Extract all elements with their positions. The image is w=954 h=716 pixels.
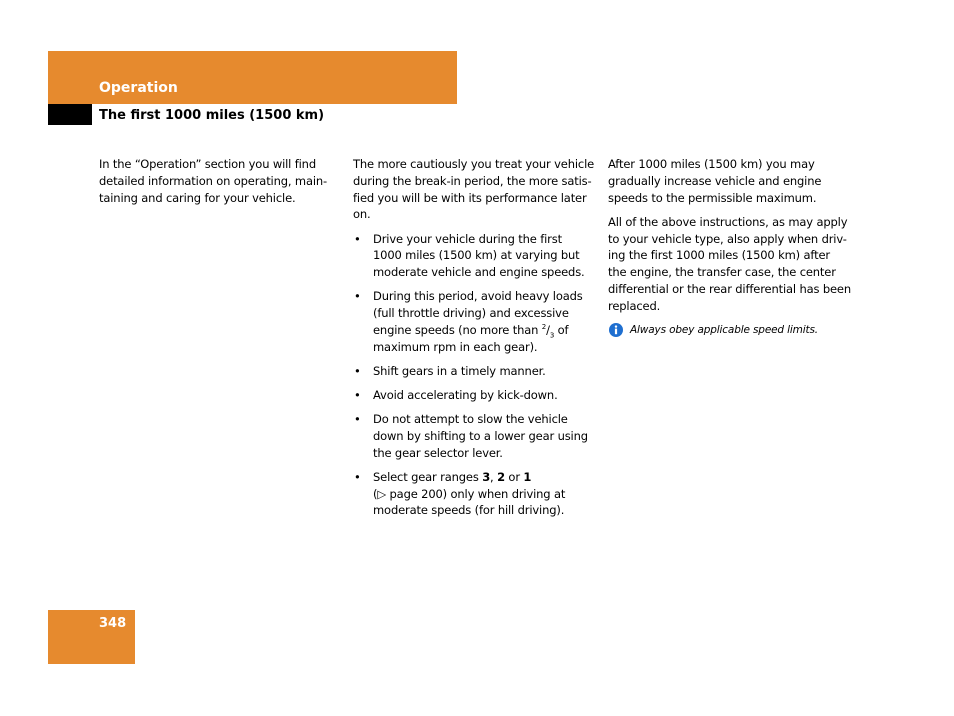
page-number: 348: [99, 616, 127, 631]
list-item: • Shift gears in a timely manner.: [354, 363, 546, 378]
page-reference[interactable]: (▷ page 200) only when driving at: [373, 486, 566, 501]
fraction-numerator: 2: [541, 323, 547, 332]
intro-paragraph: In the “Operation” section you will find detailed information on operating, main- taining and caring for your vehicle.: [99, 157, 328, 205]
subsection-title: The first 1000 miles (1500 km): [99, 108, 325, 123]
break-in-list: [353, 231, 597, 519]
bullet-icon: •: [354, 363, 361, 378]
column-right: [608, 156, 850, 338]
column-left: [99, 156, 331, 214]
bullet-icon: •: [354, 289, 361, 304]
info-circle-icon: [609, 323, 623, 337]
list-item: • Do not attempt to slow the vehicle down by shifting to a lower gear using the gear selector lever.: [354, 412, 588, 460]
rpm-line: engine speeds (no more than $^2/_3$ of: [373, 322, 569, 340]
bullet-icon: •: [354, 469, 361, 484]
list-item: • Avoid accelerating by kick-down.: [354, 387, 558, 402]
bullet-icon: •: [354, 412, 361, 427]
section-title: Operation: [99, 80, 178, 96]
instructions-paragraph: All of the above instructions, as may apply to your vehicle type, also apply when driv- ing the first 1000 miles (1500 km) after the engine, the transfer case, the center differential or the rear differential has been replaced.: [608, 214, 851, 313]
gear-range-1: 1: [523, 469, 532, 484]
gear-ranges-line: Select gear ranges 3, 2 or 1: [373, 469, 532, 484]
info-note: [608, 322, 850, 338]
list-item: • During this period, avoid heavy loads (full throttle driving) and excessive engine speeds (no more than $^2/_3$ of maximum rpm in each gear).: [353, 288, 597, 355]
info-note-text: Always obey applicable speed limits.: [630, 324, 818, 337]
break-in-paragraph: The more cautiously you treat your vehicle during the break-in period, the more satis- fied you will be with its performance later on.: [353, 157, 595, 222]
bullet-icon: •: [354, 387, 361, 402]
fraction-denominator: 3: [549, 331, 555, 340]
gear-range-3: 3: [482, 469, 491, 484]
bullet-icon: •: [354, 231, 361, 246]
list-item: • Select gear ranges 3, 2 or 1 (▷ page 200) only when driving at moderate speeds (for hill driving).: [353, 469, 597, 519]
list-item: • Drive your vehicle during the first 1000 miles (1500 km) at varying but moderate vehicle and engine speeds.: [354, 231, 585, 280]
column-middle: [353, 156, 597, 526]
gear-range-2: 2: [497, 469, 505, 484]
speed-increase-paragraph: After 1000 miles (1500 km) you may gradually increase vehicle and engine speeds to the permissible maximum.: [608, 157, 822, 205]
section-marker: [48, 104, 92, 125]
